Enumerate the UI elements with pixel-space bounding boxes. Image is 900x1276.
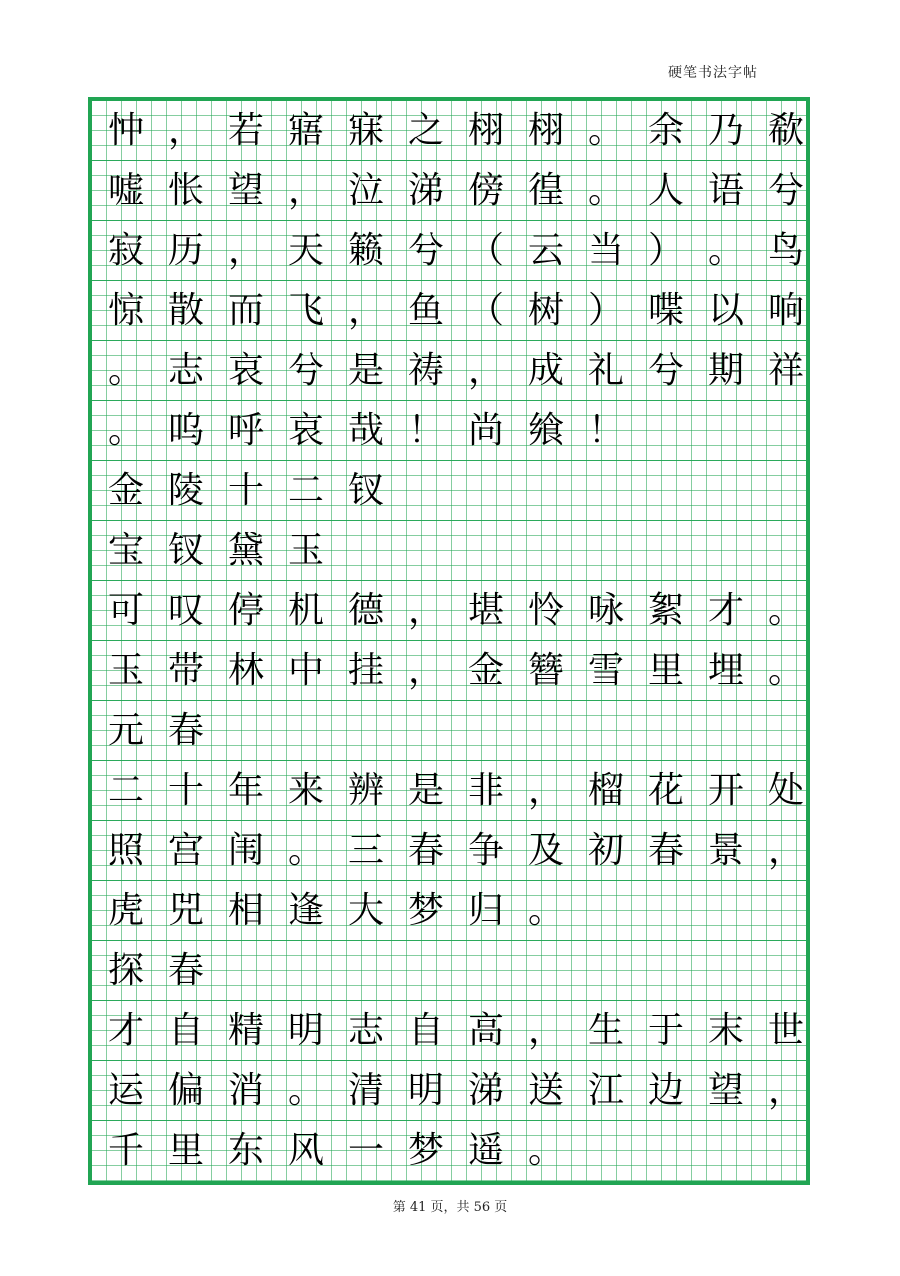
grid-cell: 。 [527,889,564,931]
grid-cell: 十 [227,469,264,511]
grid-row [92,641,806,701]
grid-cell: 寐 [347,109,384,151]
grid-cell: 边 [647,1069,684,1111]
grid-cell: 初 [587,829,624,871]
grid-cell: ， [227,229,264,271]
grid-cell: 黛 [227,529,264,571]
grid-cell: 尚 [467,409,504,451]
grid-cell: 祥 [767,349,804,391]
grid-cell: 堪 [467,589,504,631]
grid-cell: 挂 [347,649,384,691]
grid-cell: 兮 [287,349,324,391]
grid-cell: 带 [167,649,204,691]
grid-cell: 之 [407,109,444,151]
grid-cell: 望 [707,1069,744,1111]
grid-row [92,941,806,1001]
grid-cell: 祷 [407,349,444,391]
grid-cell: 玉 [107,649,144,691]
grid-row [92,881,806,941]
grid-cell: 钗 [347,469,384,511]
grid-row [92,101,806,161]
grid-cell: 春 [647,829,684,871]
grid-cell: 志 [167,349,204,391]
grid-cell: 三 [347,829,384,871]
grid-cell: 元 [107,709,144,751]
grid-cell: 。 [107,409,144,451]
grid-cell: 景 [707,829,744,871]
grid-cell: 机 [287,589,324,631]
grid-cell: 宫 [167,829,204,871]
grid-cell: 千 [107,1130,144,1171]
grid-cell: 嘘 [107,169,144,211]
grid-cell: ！ [407,409,444,451]
grid-cell: 涕 [407,169,444,211]
grid-cell: 而 [227,289,264,331]
grid-cell: 喋 [647,289,684,331]
grid-cell: 林 [227,649,264,691]
grid-row [92,401,806,461]
grid-cell: 风 [287,1130,324,1171]
grid-cell: 偏 [167,1069,204,1111]
grid-row [92,341,806,401]
grid-cell: 。 [287,829,324,871]
grid-cell: 簪 [527,649,564,691]
grid-cell: 飞 [287,289,324,331]
grid-cell: 当 [587,229,624,271]
grid-cell: ， [407,589,444,631]
grid-cell: 。 [587,169,624,211]
grid-cell: 栩 [527,109,564,151]
grid-cell: 礼 [587,349,624,391]
grid-cell: 金 [107,469,144,511]
copybook-grid [88,97,810,1185]
grid-cell: 才 [107,1009,144,1051]
grid-cell: 鸟 [767,229,804,271]
grid-cell: 是 [407,769,444,811]
grid-cell: 可 [107,589,144,631]
grid-cell: 运 [107,1069,144,1111]
grid-cell: 明 [287,1009,324,1051]
grid-cell: 来 [287,769,324,811]
grid-cell: 天 [287,229,324,271]
grid-cell: 中 [287,649,324,691]
grid-cell: ， [527,769,564,811]
grid-cell: 泣 [347,169,384,211]
grid-cell: 忡 [107,109,144,151]
grid-cell: ， [767,1069,804,1111]
grid-cell: 呼 [227,409,264,451]
grid-cell: 若 [227,109,264,151]
grid-cell: 辨 [347,769,384,811]
grid-cell: ， [767,829,804,871]
grid-cell: 榴 [587,769,624,811]
grid-cell: 望 [227,169,264,211]
grid-cell: 兕 [167,889,204,931]
grid-cell: 。 [287,1069,324,1111]
grid-cell: 籁 [347,229,384,271]
grid-cell: 。 [767,589,804,631]
grid-cell: 。 [527,1130,564,1171]
grid-row [92,281,806,341]
grid-cell: 兮 [407,229,444,271]
grid-cell: 世 [767,1009,804,1051]
grid-cell: 才 [707,589,744,631]
grid-cell: 涕 [467,1069,504,1111]
grid-cell: 遥 [467,1130,504,1171]
header-title: 硬笔书法字帖 [668,65,758,81]
grid-cell: 东 [227,1130,264,1171]
grid-row [92,521,806,581]
grid-cell: 自 [407,1009,444,1051]
grid-cell: 江 [587,1069,624,1111]
grid-cell: 寂 [107,229,144,271]
grid-cell: 飨 [527,409,564,451]
grid-cell: ） [647,229,684,271]
grid-cell: 散 [167,289,204,331]
grid-cell: 雪 [587,649,624,691]
grid-cell: 探 [107,949,144,991]
grid-cell: 陵 [167,469,204,511]
grid-cell: 寤 [287,109,324,151]
grid-cell: 云 [527,229,564,271]
grid-cell: 期 [707,349,744,391]
page-number: 第 41 页，共 56 页 [392,1200,508,1215]
grid-cell: 响 [767,289,804,331]
grid-cell: 相 [227,889,264,931]
grid-cell: 哀 [227,349,264,391]
grid-cell: 钗 [167,529,204,571]
grid-cell: 末 [707,1009,744,1051]
grid-rows [92,101,806,1181]
grid-cell: 金 [467,649,504,691]
grid-cell: 年 [227,769,264,811]
grid-cell: 余 [647,109,684,151]
grid-cell: ！ [587,409,624,451]
grid-cell: 照 [107,829,144,871]
grid-cell: 二 [287,469,324,511]
grid-cell: 大 [347,889,384,931]
grid-cell: 乃 [707,109,744,151]
grid-cell: 志 [347,1009,384,1051]
grid-cell: 处 [767,769,804,811]
grid-cell: ） [587,289,624,331]
grid-cell: 宝 [107,529,144,571]
grid-cell: 春 [167,949,204,991]
grid-cell: ， [407,649,444,691]
grid-cell: 哀 [287,409,324,451]
grid-cell: 非 [467,769,504,811]
grid-cell: 栩 [467,109,504,151]
grid-row [92,761,806,821]
grid-cell: 梦 [407,889,444,931]
grid-cell: 高 [467,1009,504,1051]
grid-cell: ， [287,169,324,211]
grid-cell: 以 [707,289,744,331]
grid-cell: 一 [347,1130,384,1171]
grid-cell: 逢 [287,889,324,931]
grid-cell: 成 [527,349,564,391]
grid-cell: ， [167,109,204,151]
grid-cell: 怜 [527,589,564,631]
grid-cell: 德 [347,589,384,631]
grid-cell: 树 [527,289,564,331]
grid-cell: 呜 [167,409,204,451]
grid-cell: 清 [347,1069,384,1111]
grid-cell: 虎 [107,889,144,931]
grid-cell: 。 [587,109,624,151]
grid-row [92,1121,806,1181]
grid-cell: （ [467,229,504,271]
grid-row [92,1061,806,1121]
grid-cell: 兮 [767,169,804,211]
grid-cell: 哉 [347,409,384,451]
grid-cell: 闱 [227,829,264,871]
grid-cell: 里 [647,649,684,691]
grid-cell: 争 [467,829,504,871]
grid-cell: 是 [347,349,384,391]
grid-cell: 叹 [167,589,204,631]
grid-cell: （ [467,289,504,331]
grid-row [92,461,806,521]
grid-cell: 十 [167,769,204,811]
grid-cell: 及 [527,829,564,871]
grid-cell: 鱼 [407,289,444,331]
grid-cell: 。 [107,349,144,391]
grid-cell: 徨 [527,169,564,211]
grid-cell: 开 [707,769,744,811]
grid-cell: ， [347,289,384,331]
grid-cell: 精 [227,1009,264,1051]
grid-cell: 玉 [287,529,324,571]
grid-cell: 二 [107,769,144,811]
grid-cell: 。 [707,229,744,271]
grid-cell: 咏 [587,589,624,631]
grid-cell: 怅 [167,169,204,211]
grid-cell: 絮 [647,589,684,631]
grid-cell: 梦 [407,1130,444,1171]
grid-cell: 语 [707,169,744,211]
grid-cell: 惊 [107,289,144,331]
grid-cell: 兮 [647,349,684,391]
grid-cell: 人 [647,169,684,211]
grid-cell: 于 [647,1009,684,1051]
grid-cell: 。 [767,649,804,691]
grid-cell: 明 [407,1069,444,1111]
grid-cell: 埋 [707,649,744,691]
grid-cell: 里 [167,1130,204,1171]
grid-cell: 生 [587,1009,624,1051]
grid-cell: 欷 [767,109,804,151]
grid-cell: 花 [647,769,684,811]
grid-cell: 傍 [467,169,504,211]
grid-cell: ， [527,1009,564,1051]
grid-cell: 消 [227,1069,264,1111]
grid-cell: 历 [167,229,204,271]
grid-cell: 春 [407,829,444,871]
grid-cell: 停 [227,589,264,631]
grid-cell: ， [467,349,504,391]
grid-cell: 自 [167,1009,204,1051]
grid-cell: 归 [467,889,504,931]
grid-cell: 送 [527,1069,564,1111]
grid-row [92,161,806,221]
grid-row [92,701,806,761]
grid-row [92,1001,806,1061]
grid-cell: 春 [167,709,204,751]
grid-row [92,821,806,881]
grid-row [92,221,806,281]
grid-row [92,581,806,641]
